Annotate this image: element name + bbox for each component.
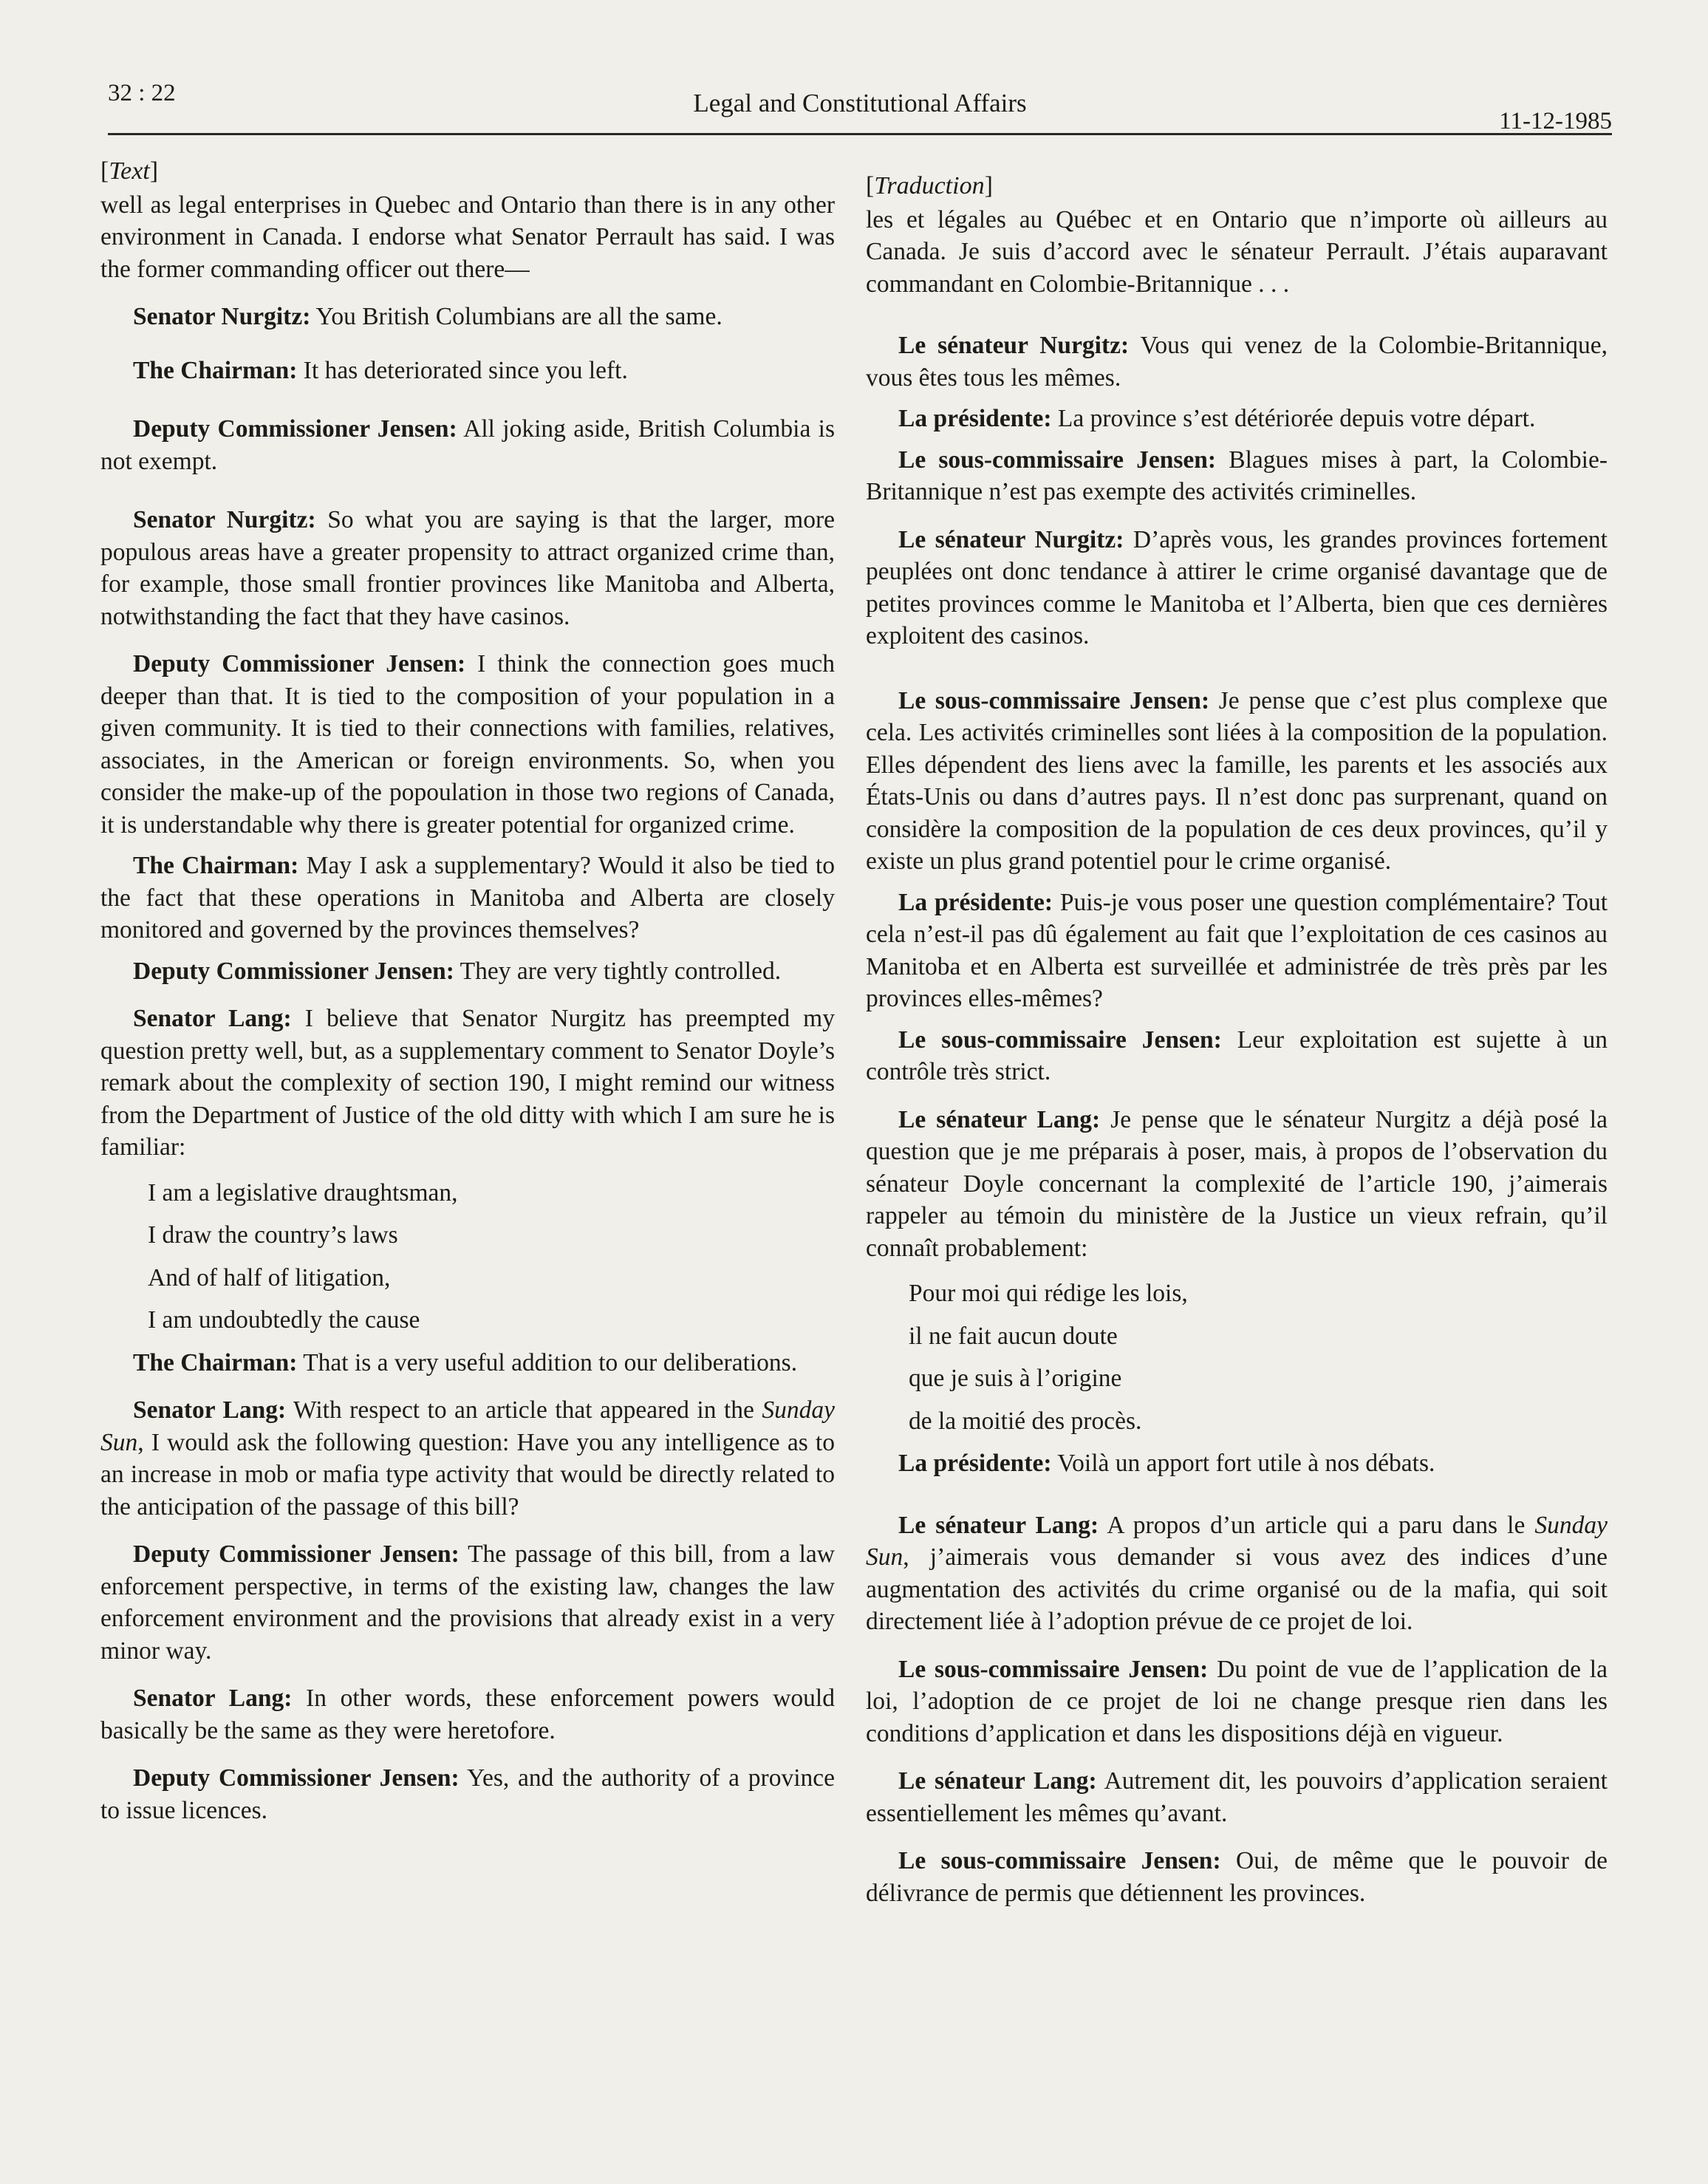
verse-line: de la moitié des procès. xyxy=(909,1407,1142,1435)
verse-line: And of half of litigation, xyxy=(148,1263,391,1291)
speech-text: La province s’est détériorée depuis votre départ. xyxy=(1051,405,1536,432)
speech-text: Oui, de même que le pouvoir de délivrance de permis que détiennent les provinces. xyxy=(866,1847,1608,1907)
speaker-name: Le sous-commissaire Jensen: xyxy=(898,446,1217,474)
speaker-name: La présidente: xyxy=(898,405,1052,432)
speech-text: I believe that Senator Nurgitz has preempted my question pretty well, but, as a supplementary comment to Senator Doyle’s remark about the complexity of section 190, I might remind our witness from the Department of Justice of the old ditty with which I am sure he is familiar: xyxy=(100,1005,835,1161)
speaker-name: Deputy Commissioner Jensen: xyxy=(133,650,466,678)
speaker-name: Le sénateur Lang: xyxy=(898,1105,1101,1133)
speaker-name: Le sous-commissaire Jensen: xyxy=(898,686,1210,714)
speech-text: That is a very useful addition to our deliberations. xyxy=(297,1348,798,1376)
verse-line: Pour moi qui rédige les lois, xyxy=(909,1280,1188,1307)
speaker-name: Senator Lang: xyxy=(133,1396,287,1424)
speech-paragraph xyxy=(100,1762,835,1826)
verse-block xyxy=(909,1277,1608,1437)
speech-text: It has deteriorated since you left. xyxy=(297,356,628,384)
speech-text: , j’aimerais vous demander si vous avez des indices d’une augmentation des activités du crime organisé ou de la mafia, qui soit directement liée à l’adoption prévue de ce projet de loi. xyxy=(866,1543,1608,1635)
verse-block xyxy=(148,1177,835,1337)
speech-paragraph xyxy=(866,1024,1608,1088)
speech-text: A propos d’un article qui a paru dans le xyxy=(1099,1511,1535,1539)
continued-paragraph: well as legal enterprises in Quebec and Ontario than there is in any other environment in Canada. I endorse what Senator Perrault has said. I was the former commanding officer out there— xyxy=(100,191,835,283)
speech-paragraph xyxy=(100,1682,835,1747)
speech-paragraph xyxy=(866,444,1608,508)
speaker-name: The Chairman: xyxy=(133,1348,298,1376)
speaker-name: Le sous-commissaire Jensen: xyxy=(898,1655,1209,1683)
verse-line: il ne fait aucun doute xyxy=(909,1322,1118,1350)
speech-text: Yes, and the authority of a province to issue licences. xyxy=(100,1764,835,1824)
speech-text: Du point de vue de l’application de la loi, l’adoption de ce projet de loi ne change presque rien dans les conditions d’application et dans les dispositions déjà en vigueur. xyxy=(866,1655,1608,1747)
speaker-name: The Chairman: xyxy=(133,852,299,879)
speech-text: Blagues mises à part, la Colombie-Britannique n’est pas exempte des activités criminelles. xyxy=(866,446,1608,505)
speaker-name: Senator Nurgitz: xyxy=(133,506,316,533)
speech-paragraph xyxy=(100,1538,835,1667)
language-tag: [Text] xyxy=(100,157,159,185)
speech-paragraph xyxy=(866,403,1608,435)
continued-paragraph: les et légales au Québec et en Ontario que n’importe où ailleurs au Canada. Je suis d’accord avec le sénateur Perrault. J’étais auparavant commandant en Colombie-Britannique . . . xyxy=(866,205,1608,298)
page-number: 32 : 22 xyxy=(108,80,176,106)
speaker-name: Deputy Commissioner Jensen: xyxy=(133,415,457,443)
speech-text: May I ask a supplementary? Would it also be tied to the fact that these operations in Manitoba and Alberta are closely monitored and governed by the provinces themselves? xyxy=(100,852,835,943)
speaker-name: Senator Lang: xyxy=(133,1005,292,1032)
speech-paragraph xyxy=(866,1104,1608,1265)
speech-text: Puis-je vous poser une question complémentaire? Tout cela n’est-il pas dû également au fait que l’exploitation de ces casinos au Manitoba et en Alberta est surveillée et administrée de très près par les provinces elles-mêmes? xyxy=(866,888,1608,1012)
speech-paragraph xyxy=(866,1654,1608,1750)
speech-text: All joking aside, British Columbia is not exempt. xyxy=(100,415,835,475)
speech-text: You British Columbians are all the same. xyxy=(310,303,723,330)
speech-paragraph xyxy=(866,887,1608,1015)
speech-text: , I would ask the following question: Have you any intelligence as to an increase in mob or mafia type activity that would be directly related to the anticipation of the passage of this bill? xyxy=(100,1428,835,1521)
verse-line: I am a legislative draughtsman, xyxy=(148,1178,458,1207)
speaker-name: La présidente: xyxy=(898,888,1053,916)
verse-line: I am undoubtedly the cause xyxy=(148,1306,420,1334)
speaker-name: Deputy Commissioner Jensen: xyxy=(133,1764,460,1792)
speech-text: So what you are saying is that the larger, more populous areas have a greater propensity to attract organized crime than, for example, those small frontier provinces like Manitoba and Alberta, notwithstanding the fact that they have casinos. xyxy=(100,506,835,630)
speech-paragraph xyxy=(100,1347,835,1379)
speech-paragraph xyxy=(866,330,1608,394)
speech-paragraph xyxy=(866,524,1608,652)
speech-text: D’après vous, les grandes provinces fortement peuplées ont donc tendance à attirer le crime organisé davantage que de petites provinces comme le Manitoba et l’Alberta, bien que ces dernières exploitent des casinos. xyxy=(866,525,1608,649)
language-tag: [Traduction] xyxy=(866,172,993,199)
page-header xyxy=(108,80,1612,135)
verse-line: I draw the country’s laws xyxy=(148,1221,398,1249)
language-tag-text: Traduction xyxy=(874,172,985,199)
speech-paragraph xyxy=(866,1509,1608,1638)
speech-text: Je pense que c’est plus complexe que cela. Les activités criminelles sont liées à la composition de la population. Elles dépendent des liens avec la famille, les parents et les associés aux États-Unis ou dans d’autres pays. Il n’est donc pas surprenant, quand on considère la composition de la population de ces deux provinces, qu’il y existe un plus grand potentiel pour le crime organisé. xyxy=(866,686,1608,875)
english-column xyxy=(100,155,835,1826)
speech-text: Je pense que le sénateur Nurgitz a déjà posé la question que je me préparais à poser, mais, à propos de l’observation du sénateur Doyle concernant la complexité de l’article 190, j’aimerais rappeler au témoin du ministère de la Justice un vieux refrain, qu’il connaît probablement: xyxy=(866,1105,1608,1262)
verse-line: que je suis à l’origine xyxy=(909,1365,1122,1392)
speech-text: Leur exploitation est sujette à un contrôle très strict. xyxy=(866,1026,1608,1085)
speaker-name: Le sous-commissaire Jensen: xyxy=(898,1026,1222,1054)
running-title: Legal and Constitutional Affairs xyxy=(693,89,1027,117)
speaker-name: Le sénateur Nurgitz: xyxy=(898,332,1130,359)
language-tag-text: Text xyxy=(109,157,150,185)
speaker-name: Senator Lang: xyxy=(133,1685,293,1712)
speech-paragraph xyxy=(100,301,835,333)
speaker-name: Deputy Commissioner Jensen: xyxy=(133,1540,460,1568)
speech-text: They are very tightly controlled. xyxy=(454,957,782,985)
speech-text: I think the connection goes much deeper than that. It is tied to the composition of your population in a given community. It is tied to their connections with families, relatives, associates, in the American or foreign environments. So, when you consider the make-up of the popoulation in those two regions of Canada, it is understandable why there is greater potential for organized crime. xyxy=(100,650,835,839)
french-column xyxy=(866,155,1608,1909)
speech-paragraph xyxy=(866,1845,1608,1909)
speech-text: In other words, these enforcement powers would basically be the same as they were heretofore. xyxy=(100,1685,835,1744)
speech-paragraph xyxy=(866,1765,1608,1829)
speech-paragraph xyxy=(100,355,835,387)
speech-paragraph xyxy=(100,955,835,988)
speech-paragraph xyxy=(100,850,835,946)
speaker-name: Le sous-commissaire Jensen: xyxy=(898,1847,1221,1874)
speaker-name: La présidente: xyxy=(898,1450,1052,1477)
header-date: 11-12-1985 xyxy=(1499,108,1612,134)
speaker-name: Le sénateur Nurgitz: xyxy=(898,525,1124,553)
speech-paragraph xyxy=(100,413,835,477)
speech-text: Voilà un apport fort utile à nos débats. xyxy=(1051,1450,1435,1477)
speaker-name: Le sénateur Lang: xyxy=(898,1767,1097,1795)
speech-text: With respect to an article that appeared in the xyxy=(286,1396,762,1424)
speech-paragraph xyxy=(866,685,1608,878)
speech-paragraph xyxy=(100,1394,835,1523)
speech-paragraph xyxy=(100,1003,835,1164)
speaker-name: Deputy Commissioner Jensen: xyxy=(133,957,454,985)
speech-text: Autrement dit, les pouvoirs d’application seraient essentiellement les mêmes qu’avant. xyxy=(866,1767,1608,1827)
speaker-name: Le sénateur Lang: xyxy=(898,1511,1099,1539)
speech-text: Vous qui venez de la Colombie-Britannique, vous êtes tous les mêmes. xyxy=(866,332,1608,392)
speaker-name: Senator Nurgitz: xyxy=(133,303,311,330)
speech-paragraph xyxy=(866,1447,1608,1480)
speech-paragraph xyxy=(100,648,835,841)
speaker-name: The Chairman: xyxy=(133,356,298,384)
newspaper-title: Sunday Sun xyxy=(866,1511,1608,1571)
speech-paragraph xyxy=(100,504,835,632)
newspaper-title: Sunday Sun xyxy=(100,1396,835,1456)
speech-text: The passage of this bill, from a law enforcement perspective, in terms of the existing law, changes the law enforcement environment and the provisions that already exist in a very minor way. xyxy=(100,1540,835,1665)
